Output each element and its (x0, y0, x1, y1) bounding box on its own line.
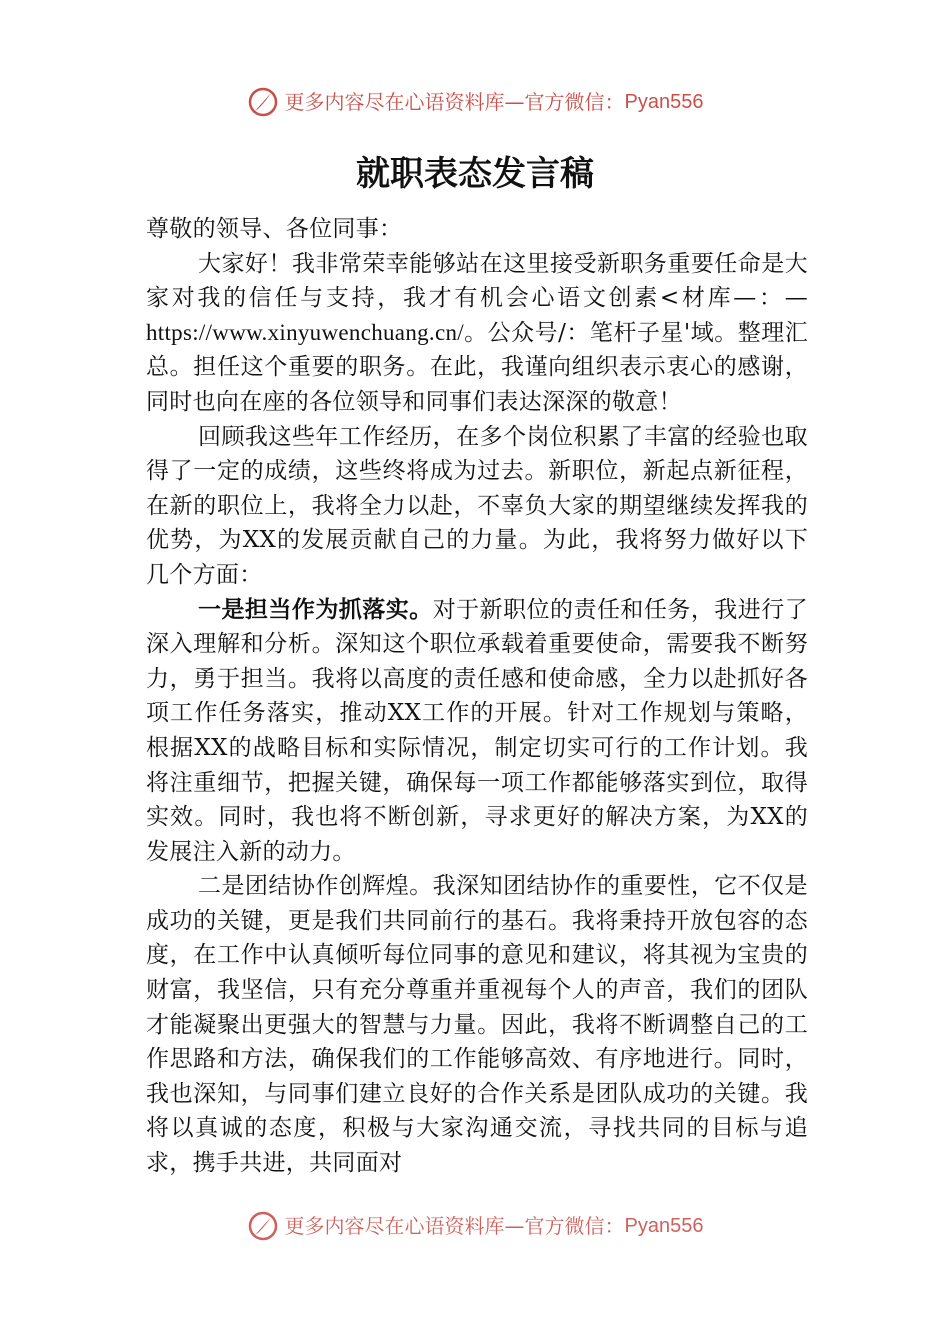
paragraph-3 (146, 593, 808, 870)
quill-logo-icon (247, 1210, 279, 1242)
watermark-account: Pyan556 (624, 91, 704, 113)
watermark-footer (0, 1210, 950, 1242)
salutation: 尊敬的领导、各位同事： (146, 216, 403, 242)
page-title: 就职表态发言稿 (356, 154, 594, 194)
quill-logo-icon (247, 86, 279, 118)
paragraph-1 (146, 247, 808, 420)
watermark-text: 更多内容尽在心语资料库—官方微信： (284, 1214, 625, 1238)
paragraph-1-text-b: 。公众号/：笔杆子星'域。整理汇总。担任这个重要的职务。在此，我谨向组织表示衷心的感谢，同时也向在座的各位领导和同事们表达深深的敬意！ (146, 319, 808, 415)
website-link: https://www.xinyuwenchuang.cn/ (146, 319, 464, 345)
paragraph-3-body: 对于新职位的责任和任务，我进行了深入理解和分析。深知这个职位承载着重要使命，需要我不断努力，勇于担当。我将以高度的责任感和使命感，全力以赴抓好各项工作任务落实，推动XX工作的开展。针对工作规划与策略，根据XX的战略目标和实际情况，制定切实可行的工作计划。我将注重细节，把握关键，确保每一项工作都能够落实到位，取得实效。同时，我也将不断创新，寻求更好的解决方案，为XX的发展注入新的动力。 (146, 596, 808, 865)
paragraph-1-text-a: 大家好！我非常荣幸能够站在这里接受新职务重要任命是大家对我的信任与支持，我才有机会心语文创素<材库—：— (146, 250, 808, 312)
paragraph-2: 回顾我这些年工作经历，在多个岗位积累了丰富的经验也取得了一定的成绩，这些终将成为过去。新职位，新起点新征程，在新的职位上，我将全力以赴，不辜负大家的期望继续发挥我的优势，为XX的发展贡献自己的力量。为此，我将努力做好以下几个方面： (146, 423, 808, 588)
document-body (146, 212, 808, 1181)
watermark-header (0, 86, 950, 118)
paragraph-3-heading: 一是担当作为抓落实。 (198, 595, 433, 623)
watermark-account: Pyan556 (624, 1215, 704, 1237)
watermark-text: 更多内容尽在心语资料库—官方微信： (284, 90, 625, 114)
paragraph-4: 二是团结协作创辉煌。我深知团结协作的重要性，它不仅是成功的关键，更是我们共同前行的基石。我将秉持开放包容的态度，在工作中认真倾听每位同事的意见和建议，将其视为宝贵的财富，我坚信，只有充分尊重并重视每个人的声音，我们的团队才能凝聚出更强大的智慧与力量。因此，我将不断调整自己的工作思路和方法，确保我们的工作能够高效、有序地进行。同时，我也深知，与同事们建立良好的合作关系是团队成功的关键。我将以真诚的态度，积极与大家沟通交流，寻找共同的目标与追求，携手共进，共同面对 (146, 873, 808, 1177)
